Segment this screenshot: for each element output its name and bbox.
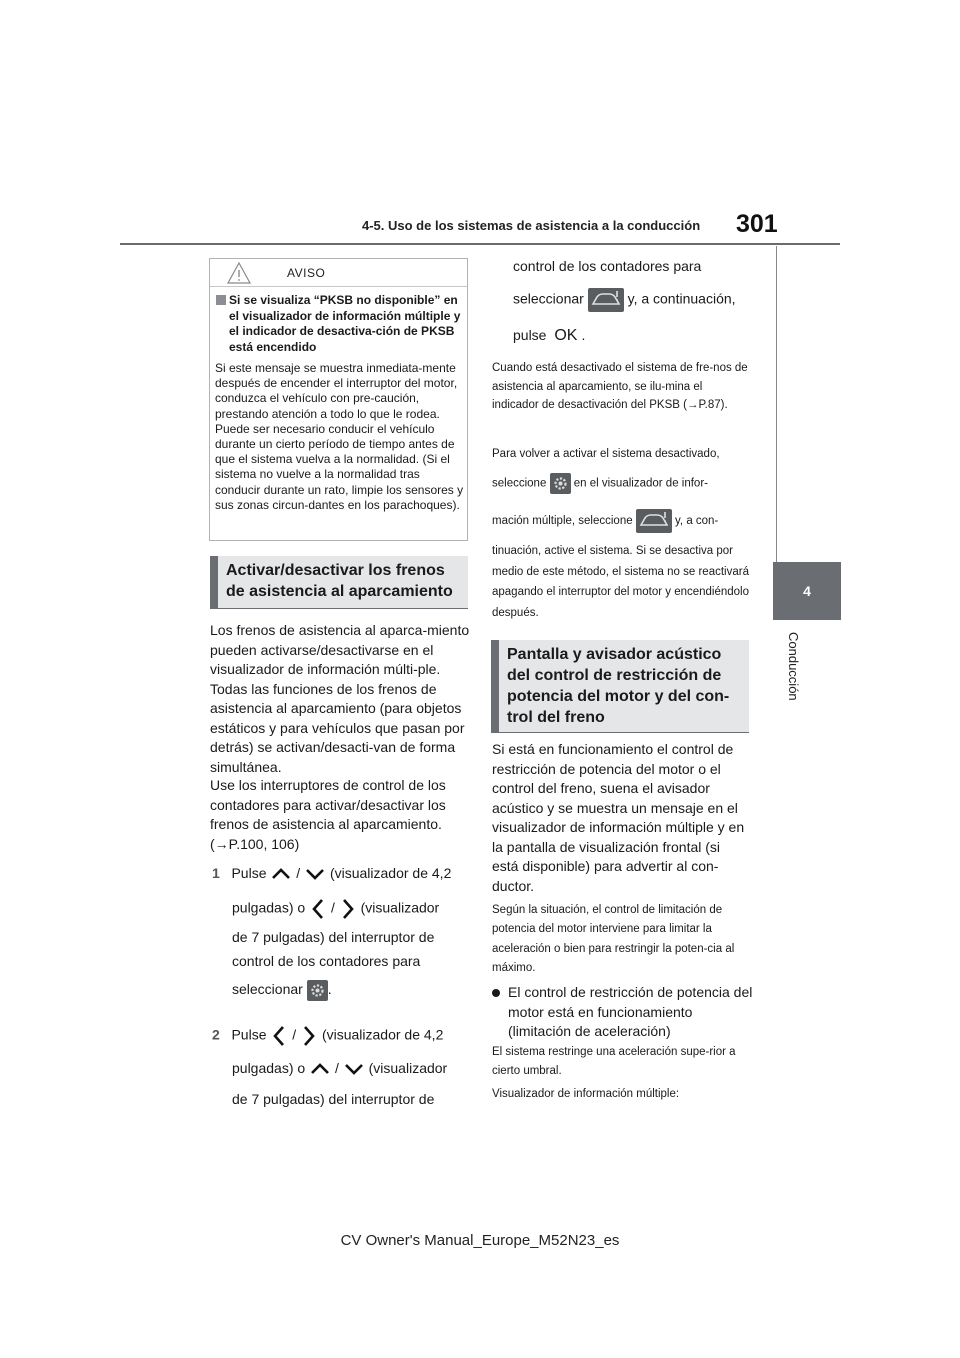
- step-2-continued: control de los contadores para seleccionar y, a continuación, pulse OK .: [513, 258, 736, 344]
- side-rule: [776, 246, 777, 562]
- warning-triangle-icon: [226, 261, 252, 285]
- chevron-right-icon: [339, 897, 357, 921]
- chevron-right-icon: [300, 1024, 318, 1048]
- note-restriction: El sistema restringe una aceleración supe-rior a cierto umbral.: [492, 1046, 736, 1077]
- warning-header: [210, 259, 467, 287]
- note-display: Visualizador de información múltiple:: [492, 1088, 680, 1100]
- section-title: 4-5. Uso de los sistemas de asistencia a la conducción: [362, 218, 701, 233]
- section-rule: [210, 608, 468, 609]
- bullet-item: El control de restricción de potencia del motor está en funcionamiento (limitación de aceleración): [492, 983, 754, 1042]
- footer: CV Owner's Manual_Europe_M52N23_es: [340, 1232, 620, 1249]
- bullet-icon: [492, 989, 500, 997]
- parking-brake-off-icon: [636, 509, 672, 533]
- section-heading-power-restriction: Pantalla y avisador acústico del control de restricción de potencia del motor y del con-trol del freno: [491, 640, 749, 732]
- step-number: 1: [212, 865, 220, 881]
- paragraph: Si está en funcionamiento el control de restricción de potencia del motor o el control del freno, suena el avisador acústico y se muestra un mensaje en el visualizador de información múltiple y en la pantalla de visualización frontal (si está disponible) para advertir al con-ductor.: [492, 741, 745, 894]
- page-number: 301: [736, 210, 778, 238]
- step-1: 1 Pulse / (visualizador de 4,2 pulgadas) o / (visualizador de 7 pulgadas) del interruptor de control de los contadores para seleccionar .: [212, 864, 474, 1001]
- step-number: 2: [212, 1026, 220, 1043]
- page-reference: (→P.100, 106): [210, 835, 300, 852]
- chevron-left-icon: [309, 897, 327, 921]
- header-rule: [120, 243, 840, 245]
- step-2: 2 Pulse / (visualizador de 4,2 pulgadas) o / (visualizador de 7 pulgadas) del interruptor de: [212, 1024, 474, 1110]
- section-rule: [491, 732, 749, 733]
- square-bullet-icon: [216, 295, 226, 305]
- warning-title: Si se visualiza “PKSB no disponible” en el visualizador de información múltiple y el indicador de desactiva-ción de PKSB está encendido: [216, 293, 464, 355]
- section-heading-parking-brakes: Activar/desactivar los frenos de asistencia al aparcamiento: [210, 556, 468, 608]
- chevron-left-icon: [270, 1024, 288, 1048]
- settings-gear-icon: [307, 980, 328, 1001]
- chapter-tab: 4: [773, 562, 841, 620]
- ok-button-icon: OK: [554, 327, 578, 344]
- settings-gear-icon: [550, 473, 571, 494]
- chevron-up-icon: [270, 867, 292, 881]
- chevron-down-icon: [304, 867, 326, 881]
- chevron-down-icon: [343, 1062, 365, 1076]
- note-reactivate: Para volver a activar el sistema desactivado, seleccione en el visualizador de infor- mación múltiple, seleccione y, a con- tinuación, active el sistema. Si se desactiva por medio de este método, el sistema no se reactivará apagando el interruptor del motor y encendiéndolo después.: [492, 448, 750, 619]
- paragraph: Use los interruptores de control de los contadores para activar/desactivar los frenos de asistencia al aparcamiento. (→P.100, 106): [210, 777, 446, 852]
- chapter-label: Conducción: [786, 632, 801, 701]
- warning-body: Si este mensaje se muestra inmediata-mente después de encender el interruptor del motor, conduzca el vehículo con pre-caución, prestando atención a todo lo que le rodea. Puede ser necesario conducir el vehículo durante un cierto período de tiempo antes de que el sistema vuelva a la normalidad. (Si el sistema no vuelve a la normalidad tras conducir durante un rato, limpie los sensores y sus zonas circun-dantes en los parachoques).: [215, 361, 464, 512]
- paragraph: Los frenos de asistencia al aparca-miento pueden activarse/desactivarse en el visualizador de información múlti-ple. Todas las funciones de los frenos de asistencia al aparcamiento (para objetos estáticos y para vehículos que pasan por detrás) se activan/desacti-van de forma simultánea.: [210, 622, 470, 775]
- parking-brake-off-icon: [588, 288, 624, 312]
- note-power-limit: Según la situación, el control de limitación de potencia del motor interviene para limitar la aceleración o bien para restringir la poten-cia al máximo.: [492, 904, 735, 974]
- warning-label: AVISO: [287, 266, 326, 280]
- chevron-up-icon: [309, 1062, 331, 1076]
- note-pksb-indicator: Cuando está desactivado el sistema de fre-nos de asistencia al aparcamiento, se ilu-mina el indicador de desactivación del PKSB (→P.87).: [492, 362, 748, 411]
